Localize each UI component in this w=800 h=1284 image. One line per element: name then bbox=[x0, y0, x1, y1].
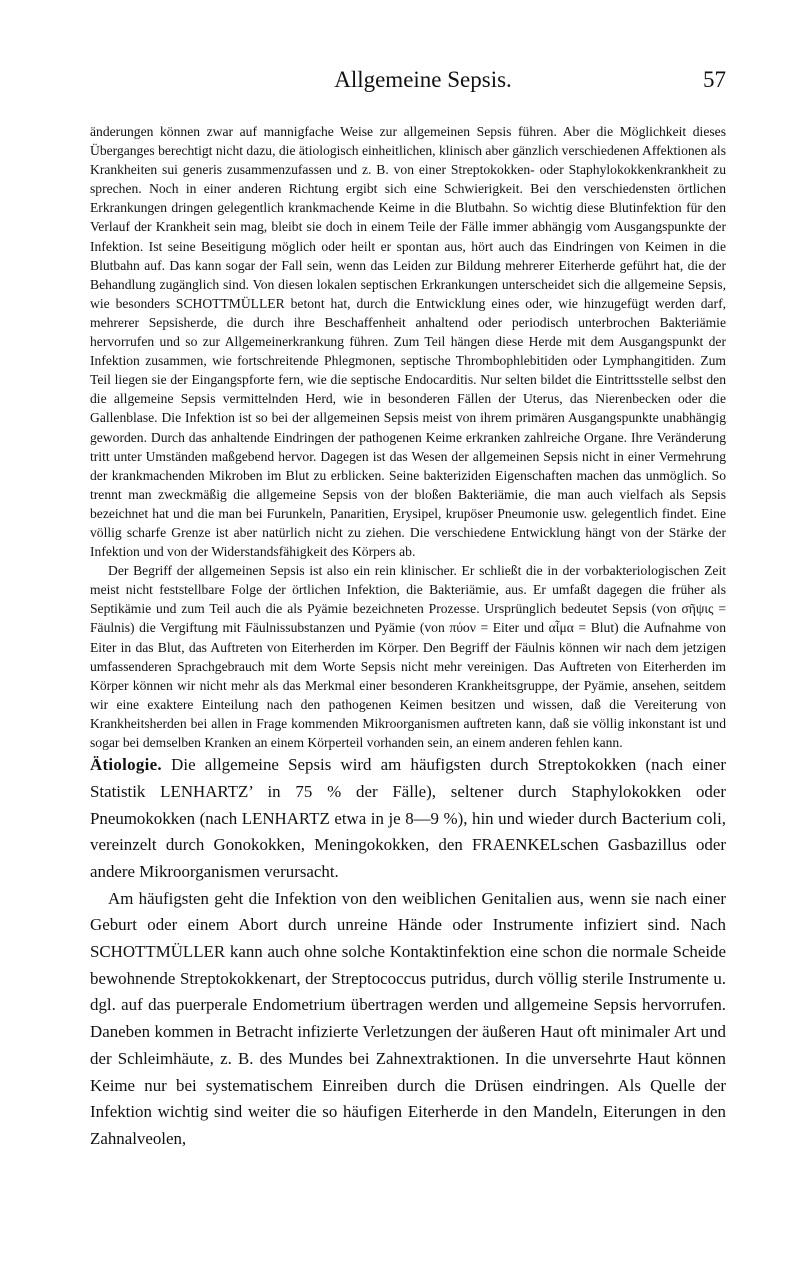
paragraph: änderungen können zwar auf mannigfache Weise zur allgemeinen Sepsis führen. Aber die Möglichkeit dieses Überganges berechtigt nicht dazu, die ätiologisch einheitlichen, klinisch aber gänzlich verschiedenen Affektionen als Krankheiten sui generis zusammenzufassen und z. B. von einer Streptokokken- oder Staphylokokkenkrankheit zu sprechen. Noch in einer anderen Richtung ergibt sich eine Schwierigkeit. Bei den verschiedensten örtlichen Erkrankungen dringen gelegentlich krankmachende Keime in die Blutbahn. So wichtig diese Blutinfektion für den Verlauf der Krankheit sein mag, bleibt sie doch in einem Teile der Fälle immer abhängig vom Ausgangspunkte der Infektion. Ist seine Beseitigung möglich oder heilt er spontan aus, hört auch das Eindringen von Keimen in die Blutbahn auf. Das kann sogar der Fall sein, wenn das Leiden zur Bildung mehrerer Eiterherde geführt hat, die der Behandlung zugänglich sind. Von diesen lokalen septischen Erkrankungen unterscheidet sich die allgemeine Sepsis, wie besonders SCHOTTMÜLLER betont hat, durch die Entwicklung eines oder, wie hinzugefügt werden darf, mehrerer Sepsisherde, die durch ihre Beschaffenheit anhaltend oder periodisch unterbrochen Bakteriämie hervorrufen und so zur Allgemeinerkrankung führen. Zum Teil hängen diese Herde mit dem Ausgangspunkt der Infektion zusammen, wie fortschreitende Phlegmonen, septische Thrombophlebitiden oder Lymphangitiden. Zum Teil liegen sie der Eingangspforte fern, wie die septische Endocarditis. Nur selten bildet die Eintrittsstelle selbst den die allgemeine Sepsis vermittelnden Herd, wie in besonderen Fällen der Uterus, das Nierenbecken oder die Gallenblase. Die Infektion ist so bei der allgemeinen Sepsis meist von ihrem primären Ausgangspunkte unabhängig geworden. Durch das anhaltende Eindringen der pathogenen Keime erkranken zahlreiche Organe. Ihre Veränderung tritt unter Umständen maßgebend hervor. Dagegen ist das Wesen der allgemeinen Sepsis nicht in einer Vermehrung der krankmachenden Mikroben im Blut zu erblicken. Seine bakteriziden Eigenschaften machen das unmöglich. So trennt man zweckmäßig die allgemeine Sepsis von der bloßen Bakteriämie, die man auch vielfach als Sepsis bezeichnet hat und die man bei Furunkeln, Panaritien, Erysipel, krupöser Pneumonie usw. gelegentlich findet. Eine völlig scharfe Grenze ist aber natürlich nicht zu ziehen. Die verschiedene Entwicklung hängt von der Stärke der Infektion und von der Widerstandsfähigkeit des Körpers ab. bbox=[90, 124, 726, 560]
paragraph: Am häufigsten geht die Infektion von den weiblichen Genitalien aus, wenn sie nach einer Geburt oder einem Abort durch unreine Hände oder Instrumente infiziert sind. Nach SCHOTTMÜLLER kann auch ohne solche Kontaktinfektion eine schon die normale Scheide bewohnende Streptokokkenart, der Streptococcus putridus, durch völlig sterile Instrumente u. dgl. auf das puerperale Endometrium übertragen werden und allgemeine Sepsis hervorrufen. Daneben kommen in Betracht infizierte Verletzungen der äußeren Haut oft minimaler Art und der Schleimhäute, z. B. des Mundes bei Zahnextraktionen. In die unversehrte Haut können Keime nur bei systematischem Einreiben durch die Drüsen eindringen. Als Quelle der Infektion wichtig sind weiter die so häufigen Eiterherde in den Mandeln, Eiterungen in den Zahnalveolen, bbox=[90, 888, 726, 1148]
page-number: 57 bbox=[703, 67, 726, 92]
running-head-title: Allgemeine Sepsis. bbox=[334, 67, 512, 92]
section-heading: Ätiologie. bbox=[90, 755, 162, 775]
etiology-section bbox=[90, 752, 726, 1153]
paragraph: Der Begriff der allgemeinen Sepsis ist also ein rein klinischer. Er schließt die in der vorbakteriologischen Zeit meist nicht feststellbare Folge der örtlichen Infektion, die Bakteriämie, aus. Er umfaßt dagegen die früher als Septikämie und zum Teil auch die als Pyämie bezeichneten Prozesse. Ursprünglich bedeutet Sepsis (von σῆψις = Fäulnis) die Vergiftung mit Fäulnissubstanzen und Pyämie (von πύον = Eiter und αἷμα = Blut) die Aufnahme von Eiter in das Blut, das Auftreten von Eiterherden im Körper. Den Begriff der Fäulnis können wir nach dem jetzigen umfassenderen Sprachgebrauch mit dem Worte Sepsis nicht mehr vereinigen. Das Auftreten von Eiterherden im Körper können wir nicht mehr als das Merkmal einer besonderen Krankheitsgruppe, der Pyämie, ansehen, seitdem wir eine exaktere Einteilung nach den pathogenen Keimen besitzen und wissen, daß die Vereiterung von Krankheitsherden bei allen in Frage kommenden Mikroorganismen auftreten kann, daß sie völlig inkonstant ist und sogar bei demselben Kranken an einem Körperteil vorhanden sein, an einem anderen fehlen kann. bbox=[90, 563, 726, 750]
small-print-section bbox=[90, 122, 726, 752]
paragraph-text: Die allgemeine Sepsis wird am häufigsten durch Streptokokken (nach einer Statistik LENHARTZ’ in 75 % der Fälle), seltener durch Staphylokokken oder Pneumokokken (nach LENHARTZ etwa in je 8—9 %), hin und wieder durch Bacterium coli, vereinzelt durch Gonokokken, Meningokokken, den FRAENKELschen Gasbazillus oder andere Mikroorganismen verursacht. bbox=[90, 755, 726, 881]
running-head bbox=[90, 60, 726, 100]
paragraph bbox=[90, 752, 726, 886]
